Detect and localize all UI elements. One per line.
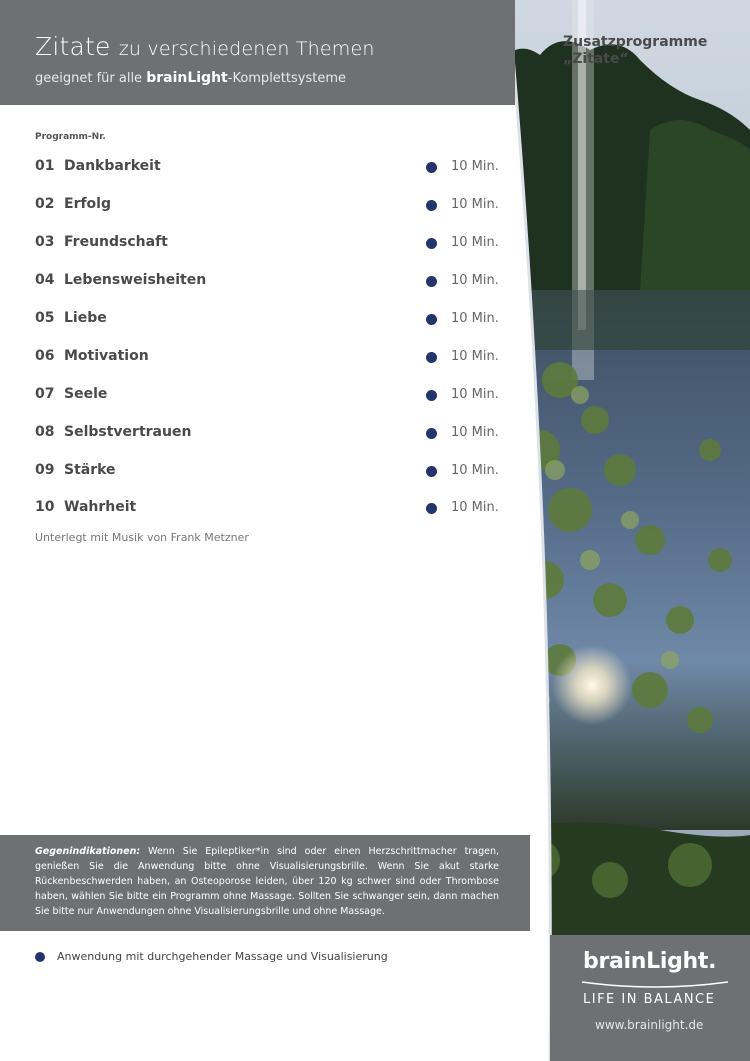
- brainlight-logo: brainLight.: [583, 949, 717, 974]
- program-row: 05 Liebe 10 Min.: [35, 310, 499, 326]
- program-row: 02 Erfolg 10 Min.: [35, 196, 499, 212]
- header-band: [0, 0, 515, 105]
- massage-visualization-dot-icon: [35, 952, 45, 962]
- contraindications-text: Wenn Sie Epileptiker*in sind oder einen Herzschrittmacher tragen, genießen Sie die Anwendung bitte ohne Visualisierungsbrille. Wenn Sie akut starke Rückenbeschwerden haben, an Osteoporose leiden, über 120 kg schwer sind oder Thrombose haben, wählen Sie bitte ein Programm ohne Massage. Sollten Sie schwanger sein, dann machen Sie bitte nur Anwendungen ohne Visualisierungsbrille und ohne Massage.: [35, 846, 499, 917]
- music-credit: Unterlegt mit Musik von Frank Metzner: [35, 531, 249, 544]
- massage-visualization-dot-icon: [426, 352, 437, 363]
- program-row: 08 Selbstvertrauen 10 Min.: [35, 424, 499, 440]
- contraindications-heading: Gegenindikationen:: [35, 846, 141, 857]
- program-row: 01 Dankbarkeit 10 Min.: [35, 158, 499, 174]
- massage-visualization-dot-icon: [426, 200, 437, 211]
- program-number-label: Programm-Nr.: [35, 132, 106, 142]
- massage-visualization-dot-icon: [426, 503, 437, 514]
- program-row: 04 Lebensweisheiten 10 Min.: [35, 272, 499, 288]
- program-row: 09 Stärke 10 Min.: [35, 462, 499, 478]
- program-row: 06 Motivation 10 Min.: [35, 348, 499, 364]
- page-title: Zitate zu verschiedenen Themen: [35, 32, 375, 61]
- massage-visualization-dot-icon: [426, 314, 437, 325]
- massage-visualization-dot-icon: [426, 466, 437, 477]
- tagline: LIFE IN BALANCE: [583, 992, 716, 1007]
- legend-text: Anwendung mit durchgehender Massage und Visualisierung: [57, 950, 388, 963]
- program-row: 10 Wahrheit 10 Min.: [35, 499, 499, 515]
- logo-swoosh-icon: [580, 980, 730, 990]
- massage-visualization-dot-icon: [426, 238, 437, 249]
- website-link[interactable]: www.brainlight.de: [595, 1018, 704, 1032]
- massage-visualization-dot-icon: [426, 162, 437, 173]
- program-row: 03 Freundschaft 10 Min.: [35, 234, 499, 250]
- massage-visualization-dot-icon: [426, 276, 437, 287]
- massage-visualization-dot-icon: [426, 390, 437, 401]
- contraindications-box: [0, 835, 530, 931]
- lake-photo: [500, 0, 750, 1061]
- page-subtitle: geeignet für alle brainLight-Komplettsysteme: [35, 70, 346, 86]
- brand-block: [550, 935, 750, 1061]
- program-row: 07 Seele 10 Min.: [35, 386, 499, 402]
- brand-name: brainLight: [146, 70, 228, 86]
- series-badge: Zusatzprogramme „Zitate“: [563, 34, 708, 67]
- massage-visualization-dot-icon: [426, 428, 437, 439]
